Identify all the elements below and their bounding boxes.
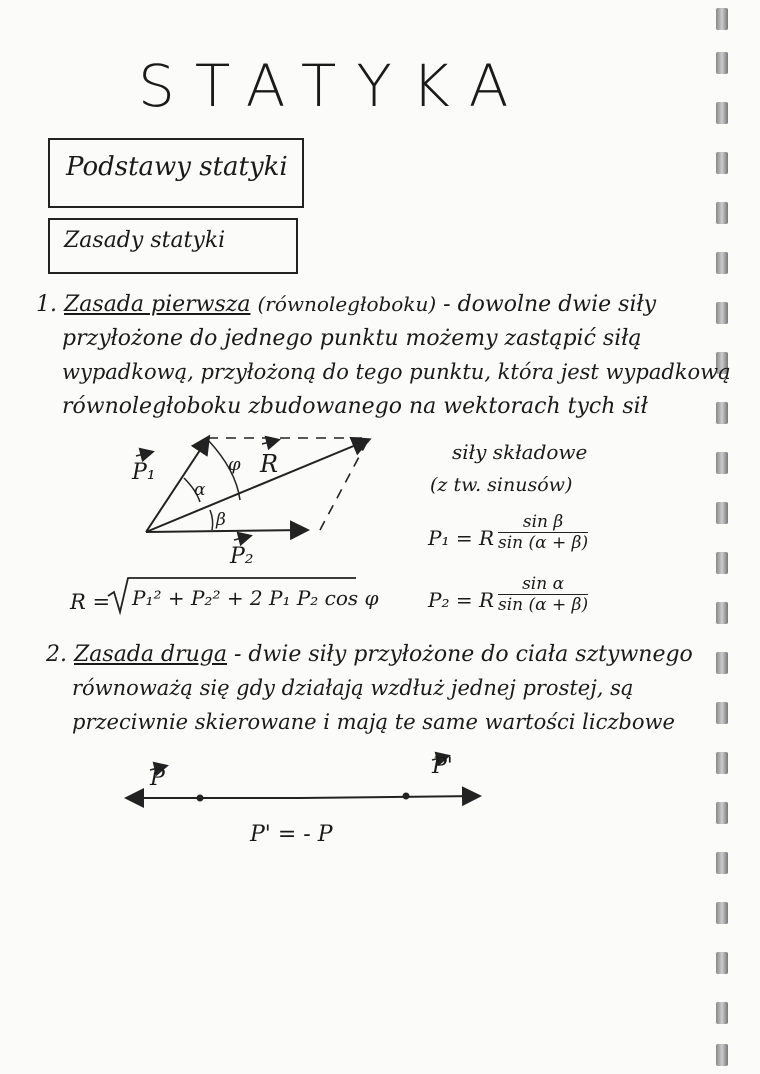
- rule1-line-3: równoległoboku zbudowanego na wektorach tych sił: [62, 394, 648, 419]
- p-label: P: [150, 766, 165, 791]
- p-prime-vector: [300, 796, 478, 798]
- equilibrium-equation: P' = - P: [250, 822, 333, 847]
- r-formula-lhs: R =: [70, 590, 111, 614]
- section-heading: Podstawy statyki: [66, 152, 288, 182]
- p1-fraction: [498, 512, 588, 553]
- rule1-paren: (równoległoboku): [257, 292, 437, 316]
- rule2-name: Zasada druga: [74, 642, 227, 667]
- parallelogram-right: [320, 440, 368, 530]
- rule2-number: 2.: [46, 642, 67, 667]
- alpha-label: α: [194, 480, 206, 500]
- beta-label: β: [216, 510, 226, 530]
- p2-fraction: [498, 574, 588, 615]
- r-vector: [146, 440, 368, 532]
- p-prime-label: P': [432, 754, 453, 779]
- p2-formula-lhs: P₂ = R: [428, 588, 495, 612]
- point-b: [403, 793, 410, 800]
- point-a: [197, 795, 204, 802]
- page-title: STATYKA: [138, 52, 529, 120]
- phi-label: φ: [228, 454, 241, 475]
- rule2-heading: [46, 642, 693, 667]
- p1-numerator: sin β: [498, 512, 588, 533]
- rule2-line-1: równoważą się gdy działają wzdłuż jednej prostej, są: [72, 676, 634, 700]
- r-label: R: [260, 450, 279, 478]
- p2-label: P₂: [230, 544, 254, 569]
- components-subtitle: (z tw. sinusów): [430, 474, 573, 496]
- p1-formula-lhs: P₁ = R: [428, 526, 495, 550]
- rule1-number: 1.: [36, 292, 57, 317]
- p1-denominator: sin (α + β): [498, 533, 589, 553]
- rule2-line-0: - dwie siły przyłożone do ciała sztywnego: [233, 642, 693, 667]
- subsection-heading: Zasady statyki: [64, 228, 226, 253]
- rule1-line-2: wypadkową, przyłożoną do tego punktu, która jest wypadkową: [62, 360, 731, 384]
- p1-label: P₁: [132, 460, 156, 485]
- beta-arc: [210, 510, 213, 530]
- p2-denominator: sin (α + β): [498, 595, 589, 615]
- rule1-line-0: - dowolne dwie siły: [443, 292, 657, 317]
- rule1-line-1: przyłożone do jednego punktu możemy zastąpić siłą: [62, 326, 642, 351]
- components-title: siły składowe: [452, 440, 588, 464]
- rule1-name: Zasada pierwsza: [64, 292, 251, 317]
- r-formula-radicand: P₁² + P₂² + 2 P₁ P₂ cos φ: [132, 586, 379, 610]
- p2-vector: [146, 530, 306, 532]
- p2-numerator: sin α: [498, 574, 588, 595]
- rule2-line-2: przeciwnie skierowane i mają te same wartości liczbowe: [72, 710, 675, 734]
